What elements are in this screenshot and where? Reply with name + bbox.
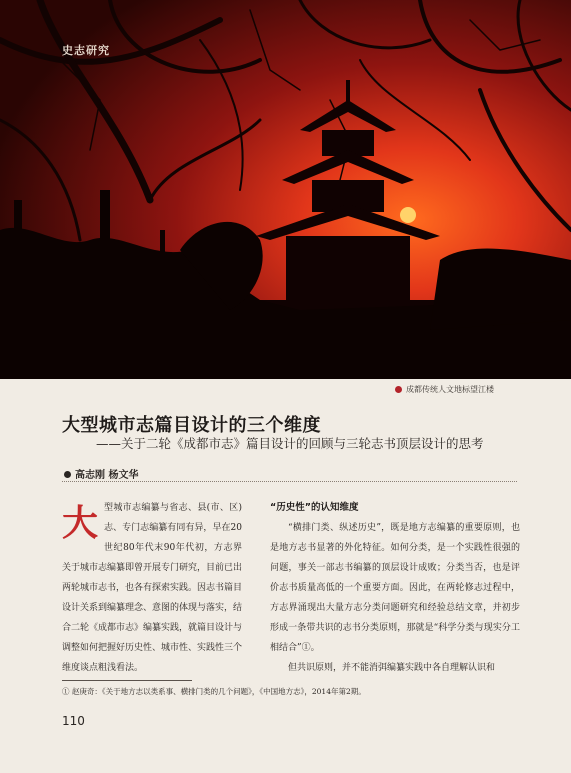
- footnote: ① 赵庚奇：《关于地方志以类系事、横排门类的几个问题》，《中国地方志》，2014年第2期。: [62, 687, 366, 696]
- right-column: [270, 498, 520, 678]
- left-column-text: 型城市志编纂与省志、县(市、区)志、专门志编纂有同有异，早在20世纪80年代末90年代初，方志界关于城市志编纂即曾开展专门研究，目前已出两轮城市志书，也各有探索实践。因志书篇目设计关系到编纂理念、意图的体现与落实，结合二轮《成都市志》编纂实践，就篇目设计与调整如何把握好历史性、城市性、实践性三个维度谈点粗浅看法。: [62, 503, 243, 673]
- article-title: 大型城市志篇目设计的三个维度: [62, 415, 321, 436]
- paragraph-1: “横排门类、纵述历史”，既是地方志编纂的重要原则，也是地方志书显著的外化特征。如何分类，是一个实践性很强的问题，事关一部志书编纂的顶层设计成败；分类当否，也是评价志书质量高低的一个重要方面。因此，在两轮修志过程中，方志界涌现出大量方志分类问题研究和经验总结文章，并初步形成一条带共识的志书分类原则，那就是“科学分类与现实分工相结合”①。: [270, 523, 520, 653]
- section-heading: “历史性”的认知维度: [270, 502, 359, 513]
- article-authors: [64, 466, 138, 481]
- footnote-rule: [62, 680, 192, 681]
- drop-cap: 大: [62, 503, 99, 544]
- author-bullet-icon: [64, 471, 71, 478]
- paragraph-2: 但共识原则，并不能消弭编纂实践中各自理解认识和: [288, 663, 496, 673]
- header-divider: [62, 481, 517, 482]
- article-subtitle: ——关于二轮《成都市志》篇目设计的回顾与三轮志书顶层设计的思考: [96, 436, 484, 451]
- section-tag: 史志研究: [62, 44, 110, 57]
- left-column: [62, 498, 242, 678]
- header-photo: [0, 0, 571, 379]
- author-names: 高志刚 杨文华: [75, 470, 139, 481]
- page-number: 110: [62, 714, 85, 728]
- caption-bullet-icon: [395, 386, 402, 393]
- caption-text: 成都传统人文地标望江楼: [406, 385, 494, 394]
- photo-caption: [395, 384, 494, 395]
